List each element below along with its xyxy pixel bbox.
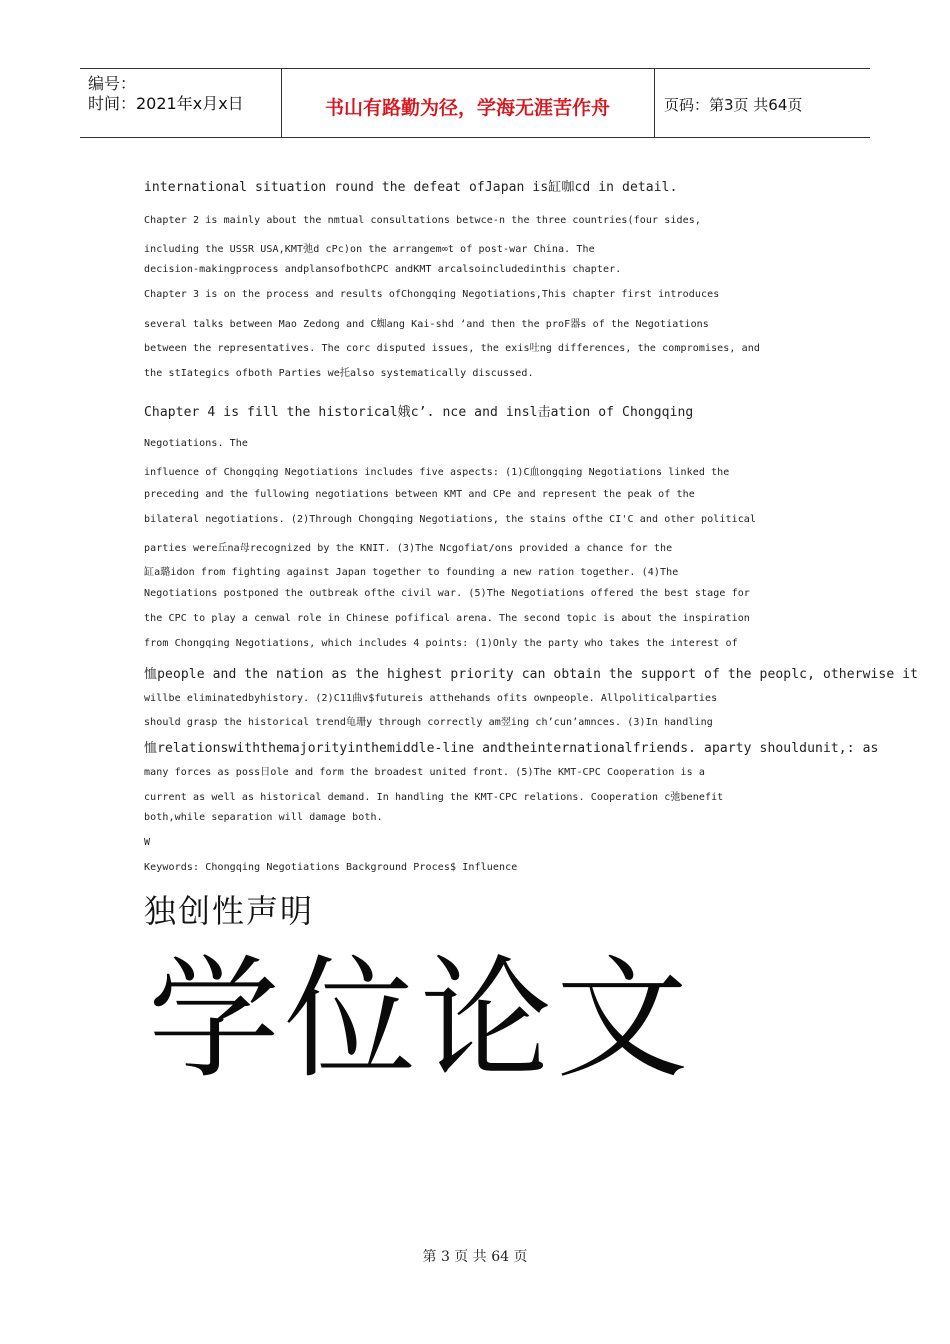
serial-label: 编号： xyxy=(88,74,137,93)
page-header xyxy=(80,68,870,138)
header-motto: 书山有路勤为径，学海无涯苦作舟 xyxy=(324,97,610,119)
body-line: several talks between Mao Zedong and C蜘ang Kai-shd ‘and then the proF器s of the Negotiations xyxy=(144,319,709,330)
header-page-info: 页码：第3页 共64页 xyxy=(664,96,803,114)
header-meta-cell xyxy=(80,69,282,137)
body-line: willbe eliminatedbyhistory. (2)C11曲v$futureis atthehands ofits ownpeople. Allpoliticalparties xyxy=(144,693,718,704)
body-line: Chapter 3 is on the process and results ofChongqing Negotiations,This chapter first introduces xyxy=(144,289,720,300)
body-line: from Chongqing Negotiations, which includes 4 points: (1)Only the party who takes the interest of xyxy=(144,638,738,649)
body-line: 恤relationswiththemajorityinthemiddle-line andtheinternationalfriends. aparty shouldunit,: as xyxy=(144,741,879,756)
body-line: international situation round the defeat ofJapan is缸咖cd in detail. xyxy=(144,180,678,195)
body-line: Chapter 2 is mainly about the nmtual consultations betwce-n the three countries(four sides, xyxy=(144,215,701,226)
body-line: parties were丘na母recognized by the KNIT. (3)The Ncgofiat/ons provided a chance for the xyxy=(144,543,673,554)
body-line: 缸a璐idon from fighting against Japan together to founding a new ration together. (4)The xyxy=(144,567,679,578)
body-line: the CPC to play a cenwal role in Chinese pofifical arena. The second topic is about the inspiration xyxy=(144,613,750,624)
body-line: bilateral negotiations. (2)Through Chongqing Negotiations, the stains ofthe CI'C and other political xyxy=(144,514,757,525)
section-heading: 独创性声明 xyxy=(144,892,315,930)
body-line: 恤people and the nation as the highest priority can obtain the support of the peoplc, otherwise it xyxy=(144,667,919,682)
body-line: between the representatives. The corc disputed issues, the exis吐ng differences, the compromises, and xyxy=(144,343,761,354)
body-line: Negotiations postponed the outbreak ofthe civil war. (5)The Negotiations offered the best stage for xyxy=(144,588,750,599)
time-label: 时间：2021年x月x日 xyxy=(88,94,244,113)
body-line: Negotiations. The xyxy=(144,438,249,449)
body-line: the stIategics ofboth Parties we托also systematically discussed. xyxy=(144,368,534,379)
body-line: W xyxy=(144,837,151,848)
body-line: influence of Chongqing Negotiations includes five aspects: (1)C血ongqing Negotiations linked the xyxy=(144,467,730,478)
body-line: should grasp the historical trend龟珊y through correctly am翌ing ch’cun’amnces. (3)In handling xyxy=(144,717,713,728)
body-line: both,while separation will damage both. xyxy=(144,812,383,823)
header-motto-cell xyxy=(281,69,655,137)
body-line: current as well as historical demand. In handling the KMT-CPC relations. Cooperation c弛benefit xyxy=(144,792,724,803)
body-line: decision-makingprocess andplansofbothCPC andKMT arcalsoincludedinthis chapter. xyxy=(144,264,622,275)
body-line: including the USSR USA,KMT弛d cPc)on the arrangem∞t of post-war China. The xyxy=(144,244,595,255)
body-line: many forces as poss日ole and form the broadest united front. (5)The KMT-CPC Cooperation is a xyxy=(144,767,705,778)
keywords-line: Keywords: Chongqing Negotiations Background Proces$ Influence xyxy=(144,862,518,873)
header-page-cell xyxy=(655,69,870,137)
body-line: preceding and the fullowing negotiations between KMT and CPe and represent the peak of the xyxy=(144,489,695,500)
page-footer: 第 3 页 共 64 页 xyxy=(422,1249,528,1265)
body-line: Chapter 4 is fill the historical娥c’. nce and insl击ation of Chongqing xyxy=(144,405,694,420)
big-title: 学位论文 xyxy=(148,943,692,1097)
